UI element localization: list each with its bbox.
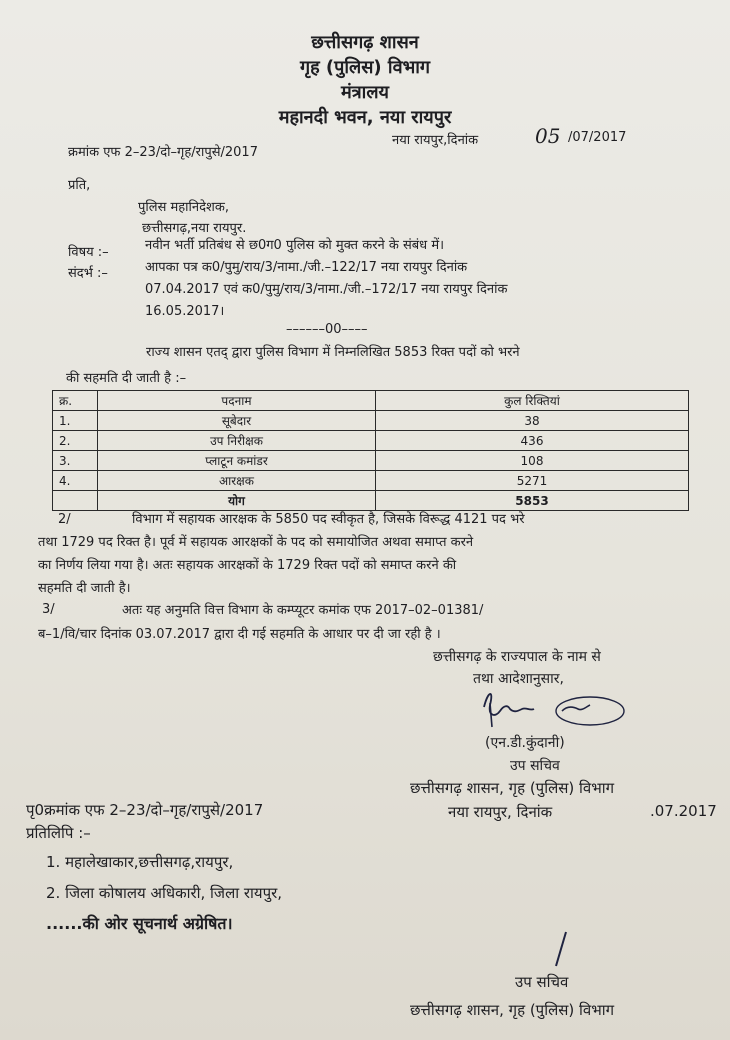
table-total-label: योग (98, 491, 376, 511)
signatory-department: छत्तीसगढ़ शासन, गृह (पुलिस) विभाग (410, 779, 615, 797)
copy-to-label: प्रतिलिपि :– (26, 824, 91, 842)
table-cell-serial: 4. (53, 471, 98, 491)
table-cell-vacancies: 5271 (376, 471, 689, 491)
table-total-value: 5853 (376, 491, 689, 511)
table-cell-serial: 3. (53, 451, 98, 471)
para2-line4: सहमति दी जाती है। (38, 581, 131, 596)
initial-mark (552, 930, 572, 970)
separator: ––––––00–––– (286, 322, 368, 337)
table-row (53, 471, 689, 491)
header-address: महानदी भवन, नया रायपुर (278, 107, 452, 128)
para2-line3: का निर्णय लिया गया है। अतः सहायक आरक्षकों के 1729 रिक्त पदों को समाप्त करने की (38, 558, 457, 573)
addressee-line1: पुलिस महानिदेशक, (138, 200, 229, 215)
place-date-label: नया रायपुर,दिनांक (392, 133, 479, 148)
table-header-serial: क्र. (53, 391, 98, 411)
para3-line2: ब–1/वि/चार दिनांक 03.07.2017 द्वारा दी गई सहमति के आधार पर दी जा रही है । (38, 627, 441, 642)
sign-date: .07.2017 (650, 802, 717, 820)
letter-number: क्रमांक एफ 2–23/दो–गृह/रापुसे/2017 (68, 145, 258, 160)
para3-number: 3/ (42, 602, 55, 617)
addressee-line2: छत्तीसगढ़,नया रायपुर. (142, 221, 247, 236)
date-month-year: /07/2017 (568, 130, 627, 145)
table-cell-vacancies: 38 (376, 411, 689, 431)
intro-line1: राज्य शासन एतद् द्वारा पुलिस विभाग में निम्नलिखित 5853 रिक्त पदों को भरने (146, 345, 520, 360)
copy-item-2: 2. जिला कोषालय अधिकारी, जिला रायपुर, (46, 884, 283, 902)
reference-label: संदर्भ :– (68, 266, 108, 281)
table-cell-post: प्लाटून कमांडर (98, 451, 376, 471)
signatory-name: (एन.डी.कुंदानी) (485, 735, 565, 751)
table-row (53, 451, 689, 471)
sign-authority-line1: छत्तीसगढ़ के राज्यपाल के नाम से (433, 649, 601, 665)
para2-line1: विभाग में सहायक आरक्षक के 5850 पद स्वीकृत है, जिसके विरूद्ध 4121 पद भरे (132, 512, 525, 527)
header-ministry: मंत्रालय (340, 82, 389, 103)
subject-label: विषय :– (68, 245, 109, 260)
table-cell-vacancies: 436 (376, 431, 689, 451)
sign2-designation: उप सचिव (515, 973, 569, 991)
table-cell-post: उप निरीक्षक (98, 431, 376, 451)
sign2-department: छत्तीसगढ़ शासन, गृह (पुलिस) विभाग (410, 1001, 615, 1019)
table-total-row (53, 491, 689, 511)
table-cell-serial: 1. (53, 411, 98, 431)
table-cell-empty (53, 491, 98, 511)
para2-number: 2/ (58, 512, 71, 527)
handwritten-day: 05 (535, 124, 561, 148)
prati-label: प्रति, (68, 178, 91, 193)
table-cell-vacancies: 108 (376, 451, 689, 471)
reference-line2: 07.04.2017 एवं क0/पुमु/राय/3/नामा./जी.–172/17 नया रायपुर दिनांक (145, 282, 508, 297)
forward-note: ......की ओर सूचनार्थ अग्रेषित। (46, 914, 233, 933)
vacancy-table (52, 390, 689, 511)
sign-authority-line2: तथा आदेशानुसार, (473, 671, 564, 687)
header-govt: छत्तीसगढ़ शासन (311, 32, 419, 53)
sign-place-date: नया रायपुर, दिनांक (448, 803, 553, 821)
para3-line1: अतः यह अनुमति वित्त विभाग के कम्प्यूटर कमांक एफ 2017–02–01381/ (122, 603, 484, 618)
endorsement-number: पृ0क्रमांक एफ 2–23/दो–गृह/रापुसे/2017 (26, 801, 264, 819)
intro-line2: की सहमति दी जाती है :– (66, 371, 187, 386)
header-department: गृह (पुलिस) विभाग (299, 57, 431, 78)
signatory-designation: उप सचिव (510, 758, 560, 774)
subject-text: नवीन भर्ती प्रतिबंध से छ0ग0 पुलिस को मुक्त करने के संबंध में। (145, 238, 445, 253)
table-header-row (53, 391, 689, 411)
copy-item-1: 1. महालेखाकार,छत्तीसगढ़,रायपुर, (46, 853, 234, 871)
reference-line1: आपका पत्र क0/पुमु/राय/3/नामा./जी.–122/17 नया रायपुर दिनांक (145, 260, 468, 275)
table-header-post: पदनाम (98, 391, 376, 411)
table-row (53, 411, 689, 431)
table-row (53, 431, 689, 451)
signature-mark (478, 683, 638, 735)
table-cell-serial: 2. (53, 431, 98, 451)
table-cell-post: आरक्षक (98, 471, 376, 491)
table-cell-post: सूबेदार (98, 411, 376, 431)
reference-line3: 16.05.2017। (145, 304, 225, 319)
table-header-vacancies: कुल रिक्तियां (376, 391, 689, 411)
para2-line2: तथा 1729 पद रिक्त है। पूर्व में सहायक आरक्षकों के पद को समायोजित अथवा समाप्त करने (38, 535, 474, 550)
